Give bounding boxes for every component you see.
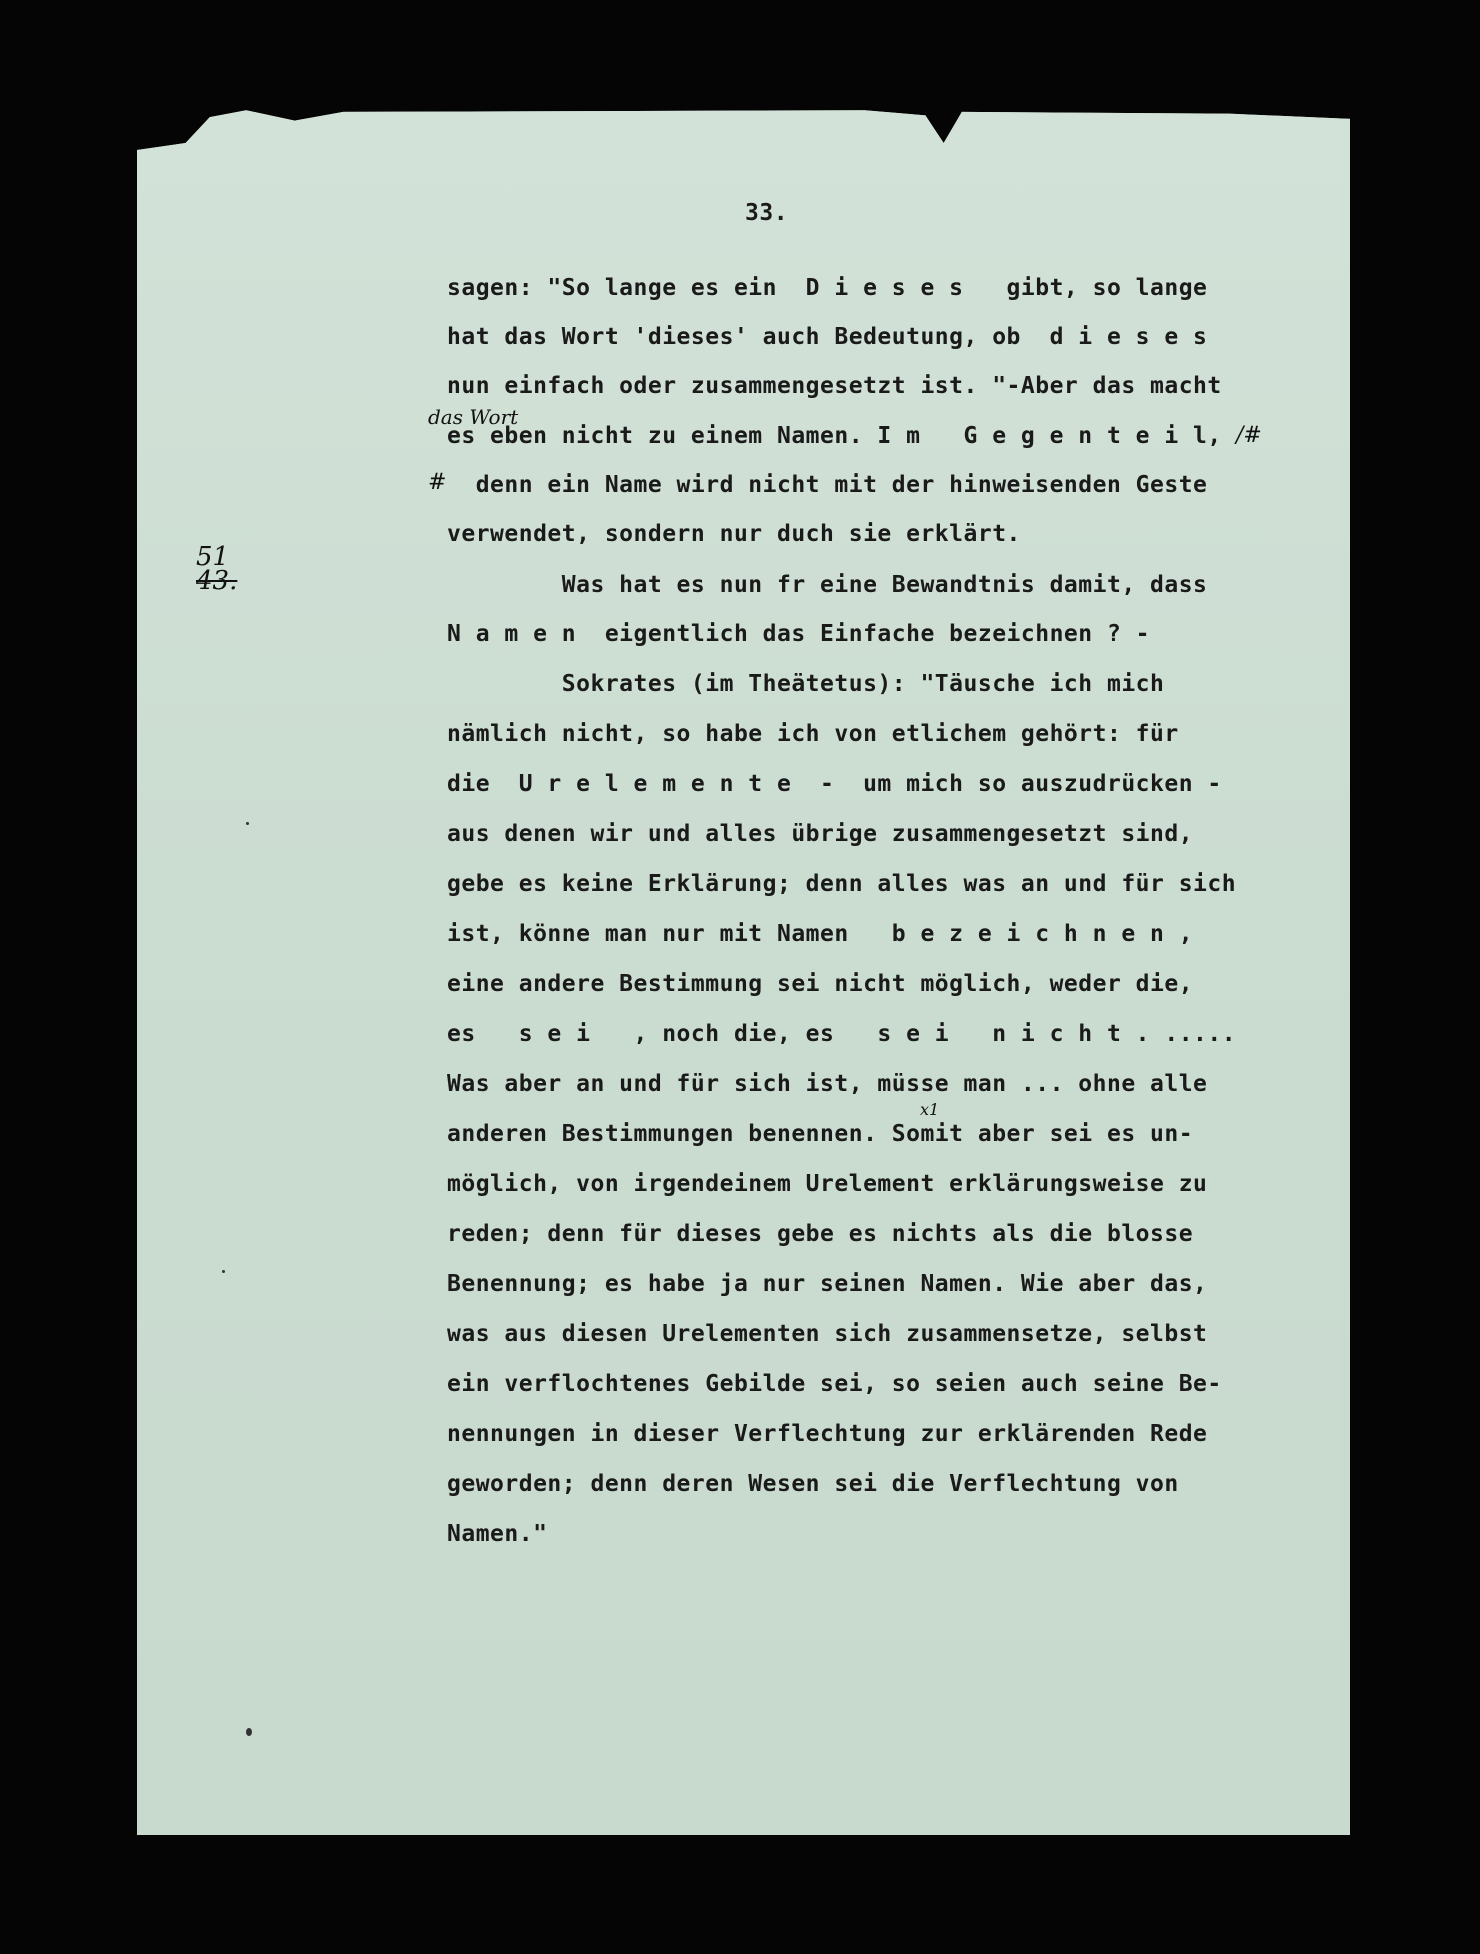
text-line: was aus diesen Urelementen sich zusammensetze, selbst <box>447 1321 1208 1347</box>
text-line: gebe es keine Erklärung; denn alles was an und für sich <box>447 871 1237 897</box>
handwritten-mark-right: /# <box>1236 423 1262 448</box>
text-line: aus denen wir und alles übrige zusammengesetzt sind, <box>447 821 1194 847</box>
text-line: es eben nicht zu einem Namen. I m G e g e n t e i l, <box>447 423 1222 449</box>
text-line: N a m e n eigentlich das Einfache bezeichnen ? - <box>447 621 1151 647</box>
text-line: Was hat es nun fr eine Bewandtnis damit, dass <box>447 572 1208 598</box>
text-line: reden; denn für dieses gebe es nichts als die blosse <box>447 1221 1194 1247</box>
margin-note <box>196 542 238 596</box>
handwritten-mark-left: # <box>428 470 447 495</box>
text-line: hat das Wort 'dieses' auch Bedeutung, ob d i e s e s <box>447 324 1208 350</box>
text-line: denn ein Name wird nicht mit der hinweisenden Geste <box>447 472 1208 498</box>
text-line: sagen: "So lange es ein D i e s e s gibt, so lange <box>447 275 1208 301</box>
text-line: es s e i , noch die, es s e i n i c h t . ..... <box>447 1021 1237 1047</box>
text-line: eine andere Bestimmung sei nicht möglich, weder die, <box>447 971 1194 997</box>
text-line: verwendet, sondern nur duch sie erklärt. <box>447 521 1021 547</box>
page-number: 33. <box>745 200 789 226</box>
text-line: Sokrates (im Theätetus): "Täusche ich mich <box>447 671 1165 697</box>
margin-note-new-number: 51 <box>196 542 230 572</box>
text-line: die U r e l e m e n t e - um mich so auszudrücken - <box>447 771 1222 797</box>
text-line: anderen Bestimmungen benennen. Somit aber sei es un- <box>447 1121 1194 1147</box>
paper-speck <box>246 1728 252 1736</box>
paper-speck <box>246 822 249 825</box>
text-line: Was aber an und für sich ist, müsse man ... ohne alle <box>447 1071 1208 1097</box>
text-line: Namen." <box>447 1521 548 1547</box>
text-line: nämlich nicht, so habe ich von etlichem gehört: für <box>447 721 1179 747</box>
text-line: ein verflochtenes Gebilde sei, so seien auch seine Be- <box>447 1371 1222 1397</box>
margin-note-old-number: 43. <box>196 566 238 596</box>
handwritten-mark-x1: x1 <box>920 1100 940 1119</box>
text-line: nennungen in dieser Verflechtung zur erklärenden Rede <box>447 1421 1208 1447</box>
text-line: nun einfach oder zusammengesetzt ist. "-Aber das macht <box>447 373 1222 399</box>
handwritten-insert-das-wort: das Wort <box>428 405 519 429</box>
text-line: ist, könne man nur mit Namen b e z e i c h n e n , <box>447 921 1194 947</box>
text-line: Benennung; es habe ja nur seinen Namen. Wie aber das, <box>447 1271 1208 1297</box>
paper-sheet <box>137 105 1350 1835</box>
text-line: geworden; denn deren Wesen sei die Verflechtung von <box>447 1471 1179 1497</box>
paper-speck <box>222 1270 225 1273</box>
text-line: möglich, von irgendeinem Urelement erklärungsweise zu <box>447 1171 1208 1197</box>
